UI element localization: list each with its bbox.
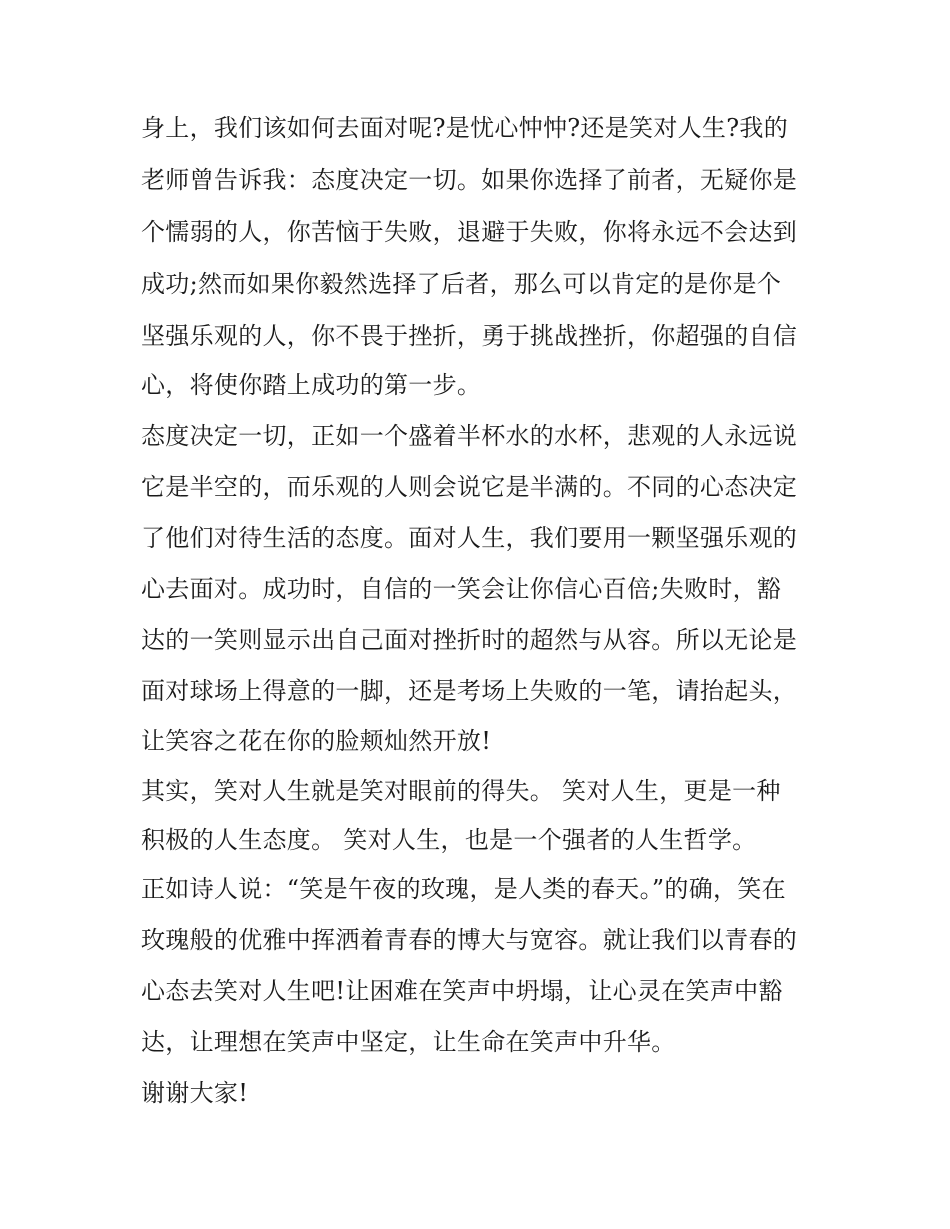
text-line: 玫瑰般的优雅中挥洒着青春的博大与宽容。就让我们以青春的: [141, 926, 798, 954]
text-line: 其实，笑对人生就是笑对眼前的得失。 笑对人生，更是一种: [141, 777, 781, 805]
text-line: 身上，我们该如何去面对呢?是忧心忡忡?还是笑对人生?我的: [141, 114, 788, 142]
text-line: 心态去笑对人生吧!让困难在笑声中坍塌，让心灵在笑声中豁: [141, 977, 783, 1005]
text-line: 达的一笑则显示出自己面对挫折时的超然与从容。所以无论是: [141, 626, 798, 654]
text-line: 谢谢大家!: [141, 1079, 249, 1107]
text-line: 心去面对。成功时，自信的一笑会让你信心百倍;失败时，豁: [141, 575, 782, 603]
text-line: 坚强乐观的人，你不畏于挫折，勇于挑战挫折，你超强的自信: [141, 322, 798, 350]
text-line: 达，让理想在笑声中坚定，让生命在笑声中升华。: [141, 1028, 676, 1056]
text-line: 个懦弱的人，你苦恼于失败，退避于失败，你将永远不会达到: [141, 218, 798, 246]
text-line: 让笑容之花在你的脸颊灿然开放!: [141, 727, 492, 755]
text-line: 面对球场上得意的一脚，还是考场上失败的一笔，请抬起头，: [141, 677, 798, 705]
text-line: 态度决定一切，正如一个盛着半杯水的水杯，悲观的人永远说: [141, 422, 798, 450]
text-line: 成功;然而如果你毅然选择了后者，那么可以肯定的是你是个: [141, 270, 782, 298]
text-line: 老师曾告诉我：态度决定一切。如果你选择了前者，无疑你是: [141, 166, 798, 194]
text-line: 积极的人生态度。 笑对人生，也是一个强者的人生哲学。: [141, 826, 757, 854]
text-line: 心，将使你踏上成功的第一步。: [141, 371, 482, 399]
text-line: 它是半空的，而乐观的人则会说它是半满的。不同的心态决定: [141, 473, 798, 501]
text-line: 了他们对待生活的态度。面对人生，我们要用一颗坚强乐观的: [141, 524, 798, 552]
text-line: 正如诗人说：“笑是午夜的玫瑰，是人类的春天。”的确，笑在: [141, 875, 786, 903]
